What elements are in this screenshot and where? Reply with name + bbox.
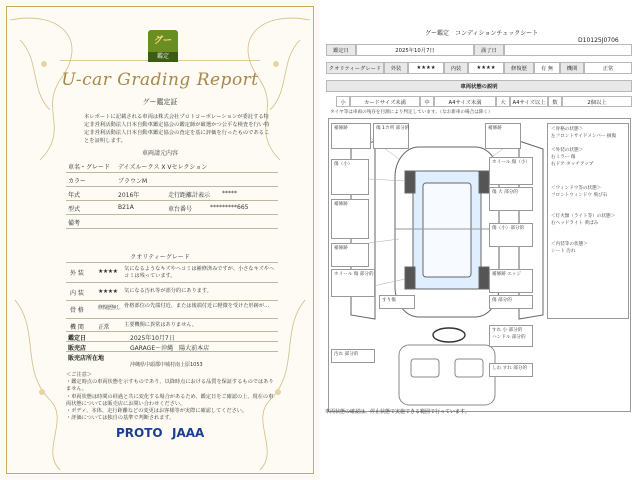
expiry-label: 満了日 <box>474 44 504 56</box>
grade-value: ★★★★ <box>408 62 444 74</box>
quality-stars: 修復歴無し <box>98 305 121 311</box>
vehicle-value: ***** <box>222 190 237 197</box>
expiry-value <box>504 44 632 56</box>
annotation-box: 傷 大 部分的 <box>489 187 533 211</box>
vehicle-label: 車台番号 <box>168 206 193 213</box>
vehicle-value: B21A <box>118 204 134 211</box>
dealer-value: GARAGE～沖縄 陽大前本店 <box>130 345 210 352</box>
interior-note-box: しわ すれ 部分的 <box>489 363 533 377</box>
note-item: ・ボディ、本体、走行距離などの変更はお客様等が実際に確認してください。 <box>66 408 248 415</box>
interior-note-box: 汚れ 部分的 <box>331 349 375 363</box>
row-divider <box>66 186 278 187</box>
quality-note: 気になるようなキズやヘコミは補修済みですが、小さなキズやヘコミは残っています。 <box>124 266 275 279</box>
vehicle-label: カラー <box>68 178 87 185</box>
row-divider <box>66 228 278 229</box>
notes-box <box>66 372 278 424</box>
quality-label: 機 関 <box>70 324 84 331</box>
row-divider <box>66 351 278 352</box>
quality-stars: 正常 <box>98 324 110 331</box>
vehicle-value: デイズルークス X Vセレクション <box>118 164 208 171</box>
vehicle-label: 型式 <box>68 206 81 213</box>
quality-section-title: クオリティーグレード <box>130 254 190 261</box>
interior-seat-left <box>411 359 439 377</box>
legend-key: 大 <box>496 96 510 107</box>
interior-note-box: すれ 小 部分的 ハンドル 部分的 <box>489 325 533 347</box>
row-divider <box>66 214 278 215</box>
grade-header: クオリティーグレード <box>326 62 384 74</box>
document-id: D10125J0706 <box>578 37 619 44</box>
grade-label: 内装 <box>444 62 468 74</box>
row-divider <box>66 172 278 173</box>
badge-top-label: グー <box>148 30 178 52</box>
dealer-label: 販売店所在地 <box>68 355 105 362</box>
sheet-title: グー鑑定 コンディションチェックシート <box>425 30 539 37</box>
row-divider <box>66 300 278 301</box>
quality-label: 内 装 <box>70 290 84 297</box>
grade-value: 正常 <box>584 62 632 74</box>
annotation-box: ホイール 傷（小） <box>489 157 533 185</box>
note-item: ・鑑定時点の車両状態を示すものであり、以降時点における品質を保証するものではありません。 <box>66 379 274 393</box>
annotation-box: 補修跡 <box>485 123 521 149</box>
quality-note: 気になる汚れ等が部分的にあります。 <box>124 288 212 294</box>
row-divider <box>66 331 278 332</box>
legend-note: タイヤ等は車両の残存を目測により判定しています。（なお新車の場合は除く） <box>330 110 493 115</box>
annotation-box: 補修跡 <box>331 199 369 239</box>
dealer-label: 鑑定日 <box>68 335 87 342</box>
inspect-date-label: 鑑定日 <box>326 44 356 56</box>
annotation-box: 傷 部分的 <box>489 295 533 309</box>
vehicle-label: 走行距離計表示 <box>168 192 211 199</box>
quality-label: 外 装 <box>70 270 84 277</box>
notes-title: ＜ご注意＞ <box>66 372 92 378</box>
grade-label: 外装 <box>384 62 408 74</box>
wheel-front-left <box>405 171 415 193</box>
condition-notes-panel: ＜骨格の状態＞ 左フロントサイドメンバー 損傷 ＜外装の状態＞ 右ミラー 傷 右ドア タッチアップ ＜ウィンドウ等の状態＞ フロントウィンドウ 飛び石 ＜灯火類（ライト等）の状態＞ 右ヘッドライト 黄ばみ ＜内装等の状態＞ シート 汚れ <box>547 123 629 319</box>
dealer-label: 販売店 <box>68 345 87 352</box>
annotation-box: ホイール 傷 部分的 <box>331 269 375 297</box>
dealer-value: 2025年10月7日 <box>130 335 175 342</box>
annotation-box: すり傷 <box>379 295 415 309</box>
sheet-footer-note: 車両状態の確認は、停止状態で実施できる範囲で行っています。 <box>325 409 470 415</box>
annotation-box: 傷 1カ所 部分的 <box>373 123 409 149</box>
interior-outline <box>399 345 495 405</box>
certificate-title: U-car Grading Report <box>61 70 259 90</box>
legend-header: 車両状態の説明 <box>326 80 632 92</box>
vehicle-label: 年式 <box>68 192 81 199</box>
row-divider <box>66 282 278 283</box>
row-divider <box>66 262 278 263</box>
annotation-box: 補修跡 <box>331 123 371 149</box>
badge-bottom-label: 鑑定 <box>148 52 178 62</box>
row-divider <box>66 200 278 201</box>
vehicle-label: 備考 <box>68 220 81 227</box>
annotation-box: 傷（小） <box>331 159 369 195</box>
annotation-box: 補修跡 エッジ <box>489 269 533 293</box>
row-divider <box>66 318 278 319</box>
quality-note: 主要機関に異常はありません。 <box>124 322 197 328</box>
certificate-subtitle: グー鑑定証 <box>142 98 178 106</box>
quality-stars: ★★★★ <box>98 268 118 275</box>
vehicle-value: 2016年 <box>118 192 140 199</box>
note-item: ・車両状態は時間の経過と共に変化する場合があるため、鑑定日をご確認の上、現在の車両状態については販売店にお問い合わせください。 <box>66 393 274 407</box>
legend-desc: カードサイズ未満 <box>350 96 420 107</box>
legend-key: 中 <box>420 96 434 107</box>
dealer-value: 沖縄県中頭郡中城村南上原1053 <box>130 362 203 368</box>
grade-label: 修復歴 <box>504 62 534 74</box>
wheel-rear-left <box>405 267 415 289</box>
legend-key: 数 <box>548 96 562 107</box>
grade-value: 有 無 <box>534 62 560 74</box>
annotation-box: 傷（小）部分的 <box>489 223 533 247</box>
legend-desc: A4サイズ以上 <box>510 96 548 107</box>
legend-desc: 2個以上 <box>562 96 632 107</box>
goo-appraisal-badge <box>148 30 178 64</box>
jaaa-logo: JAAA <box>172 426 205 440</box>
grade-value: ★★★★ <box>468 62 504 74</box>
legend-desc: A4サイズ未満 <box>434 96 496 107</box>
proto-logo: PROTO <box>116 426 163 440</box>
wheel-front-right <box>479 171 489 193</box>
grade-label: 機関 <box>560 62 584 74</box>
vehicle-diagram-area <box>328 118 631 412</box>
quality-note: 骨格部位の先端付近、または後端付近に軽微を受けた形跡が… <box>124 303 270 309</box>
annotation-box: 補修跡 <box>331 243 369 267</box>
quality-stars: ★★★★ <box>98 288 118 295</box>
inspect-date-value: 2025年10月7日 <box>356 44 474 56</box>
note-item: ・評価については独自の基準で判断されます。 <box>66 415 175 422</box>
vehicle-value: ブラウンM <box>118 178 148 185</box>
steering-wheel-icon <box>433 328 465 342</box>
row-divider <box>66 341 278 342</box>
certificate-intro: 本レポートに記載される車両は株式会社プロトコーポレーションが委託する特定非営利活動法人日本自動車鑑定協会の鑑定師が厳選かつ公平な検査を行い特定非営利活動法人日本自動車鑑定協会の査定を基に評価を行ったものであることを証明します。 <box>84 114 270 144</box>
car-roof-panel <box>423 183 471 277</box>
interior-seat-right <box>455 359 483 377</box>
wheel-rear-right <box>479 267 489 289</box>
vehicle-value: *********665 <box>210 204 249 211</box>
legend-key: 小 <box>336 96 350 107</box>
vehicle-label: 車名・グレード <box>68 164 111 171</box>
quality-label: 骨 格 <box>70 307 84 314</box>
vehicle-section-title: 車両請元内容 <box>141 150 178 157</box>
